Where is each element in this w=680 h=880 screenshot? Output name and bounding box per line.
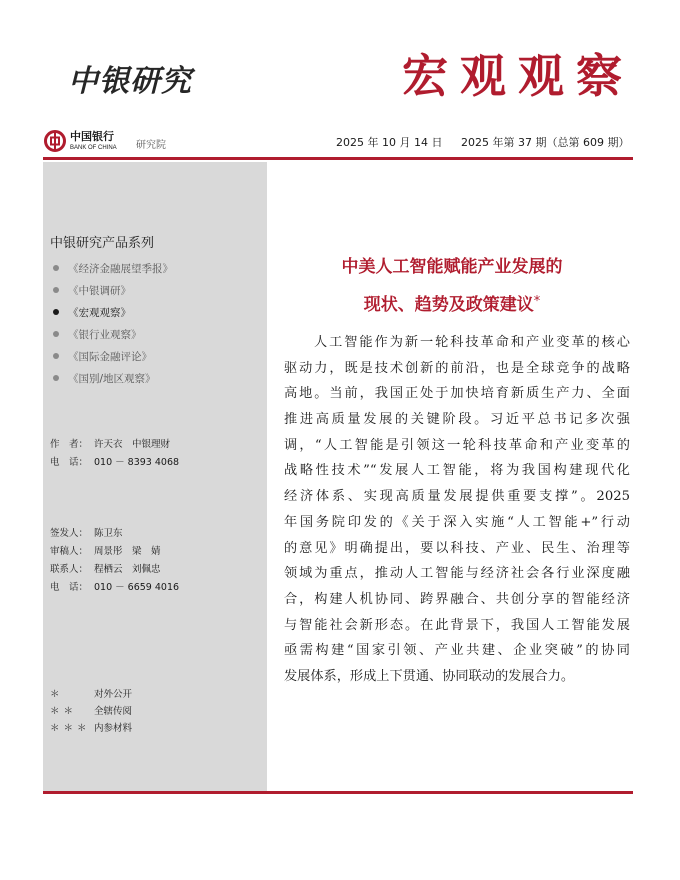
classification-confidential: ＊＊＊ 内参材料 (50, 723, 133, 734)
publication-title: 宏观观察 (402, 49, 634, 103)
body-line: 推进高质量发展的关键阶段。习近平总书记多次强 (284, 412, 630, 428)
research-logo: 中银研究 (68, 64, 192, 99)
series-title: 中银研究产品系列 (50, 236, 155, 251)
series-item-economic-outlook: 《经济金融展望季报》 (50, 257, 173, 279)
author-phone-row: 电 话： 010 － 8393 4068 (50, 457, 180, 468)
body-line: 与智能社会新形态。在此背景下，我国人工智能发展 (284, 617, 630, 633)
issuer-row: 签发人： 陈卫东 (50, 528, 123, 539)
article-title-line1: 中美人工智能赋能产业发展的 (341, 257, 563, 277)
body-line: 高地。当前，我国正处于加快培育新质生产力、全面 (284, 386, 630, 402)
bullet-icon (53, 265, 59, 271)
contact-row: 联系人： 程栖云 刘佩忠 (50, 564, 161, 575)
body-line: 战略性技术”“发展人工智能，将为我国构建现代化 (284, 463, 630, 479)
footnote-mark: * (533, 294, 541, 309)
series-item-macro-observation: 《宏观观察》 (50, 301, 173, 323)
classification-public: ＊ 对外公开 (50, 689, 133, 700)
body-line: 年国务院印发的《关于深入实施“人工智能+”行动 (284, 514, 630, 530)
issue-date: 2025 年 10 月 14 日 (336, 136, 443, 149)
series-item-international-finance: 《国际金融评论》 (50, 345, 173, 367)
series-item-country-region: 《国别/地区观察》 (50, 367, 173, 389)
series-item-banking-observation: 《银行业观察》 (50, 323, 173, 345)
bottom-divider (43, 791, 633, 794)
body-line: 的意见》明确提出，要以科技、产业、民生、治理等 (284, 540, 630, 556)
body-line: 调，“人工智能是引领这一轮科技革命和产业变革的 (284, 437, 630, 453)
classification-legend (50, 686, 132, 737)
classification-internal: ＊＊ 全辖传阅 (50, 706, 133, 717)
body-line: 发展体系，形成上下贯通、协同联动的发展合力。 (284, 668, 575, 684)
top-divider (43, 157, 633, 160)
article-title-line2: 现状、趋势及政策建议* (363, 294, 541, 315)
issue-number: 2025 年第 37 期（总第 609 期） (461, 136, 630, 149)
body-line: 人工智能作为新一轮科技革命和产业变革的核心 (314, 335, 630, 350)
approval-info (50, 525, 179, 597)
body-line: 领域为重点，推动人工智能与经济社会各行业深度融 (284, 566, 630, 582)
bullet-icon (53, 309, 59, 315)
author-row: 作 者： 许天衣 中银理财 (50, 439, 171, 450)
bullet-icon (53, 287, 59, 293)
body-line: 亟需构建“国家引领、产业共建、企业突破”的协同 (284, 643, 630, 659)
series-list (50, 257, 173, 389)
bullet-icon (53, 331, 59, 337)
institute-label: 研究院 (136, 140, 166, 151)
bank-name-english: BANK OF CHINA (70, 145, 117, 151)
bullet-icon (53, 353, 59, 359)
body-line: 驱动力，既是技术创新的前沿，也是全球竞争的战略 (284, 360, 630, 376)
bank-name: 中国银行 (70, 130, 114, 143)
series-item-research: 《中银调研》 (50, 279, 173, 301)
body-line: 经济体系、实现高质量发展提供重要支撑”。2025 (284, 489, 630, 505)
bullet-icon (53, 375, 59, 381)
reviewer-row: 审稿人： 周景彤 梁 婧 (50, 546, 161, 557)
article-body (284, 331, 630, 691)
contact-phone-row: 电 话： 010 － 6659 4016 (50, 582, 180, 593)
body-line: 合，构建人机协同、跨界融合、共创分享的智能经济 (284, 591, 630, 607)
bank-of-china-logo-icon (44, 130, 66, 152)
author-info (50, 436, 179, 472)
